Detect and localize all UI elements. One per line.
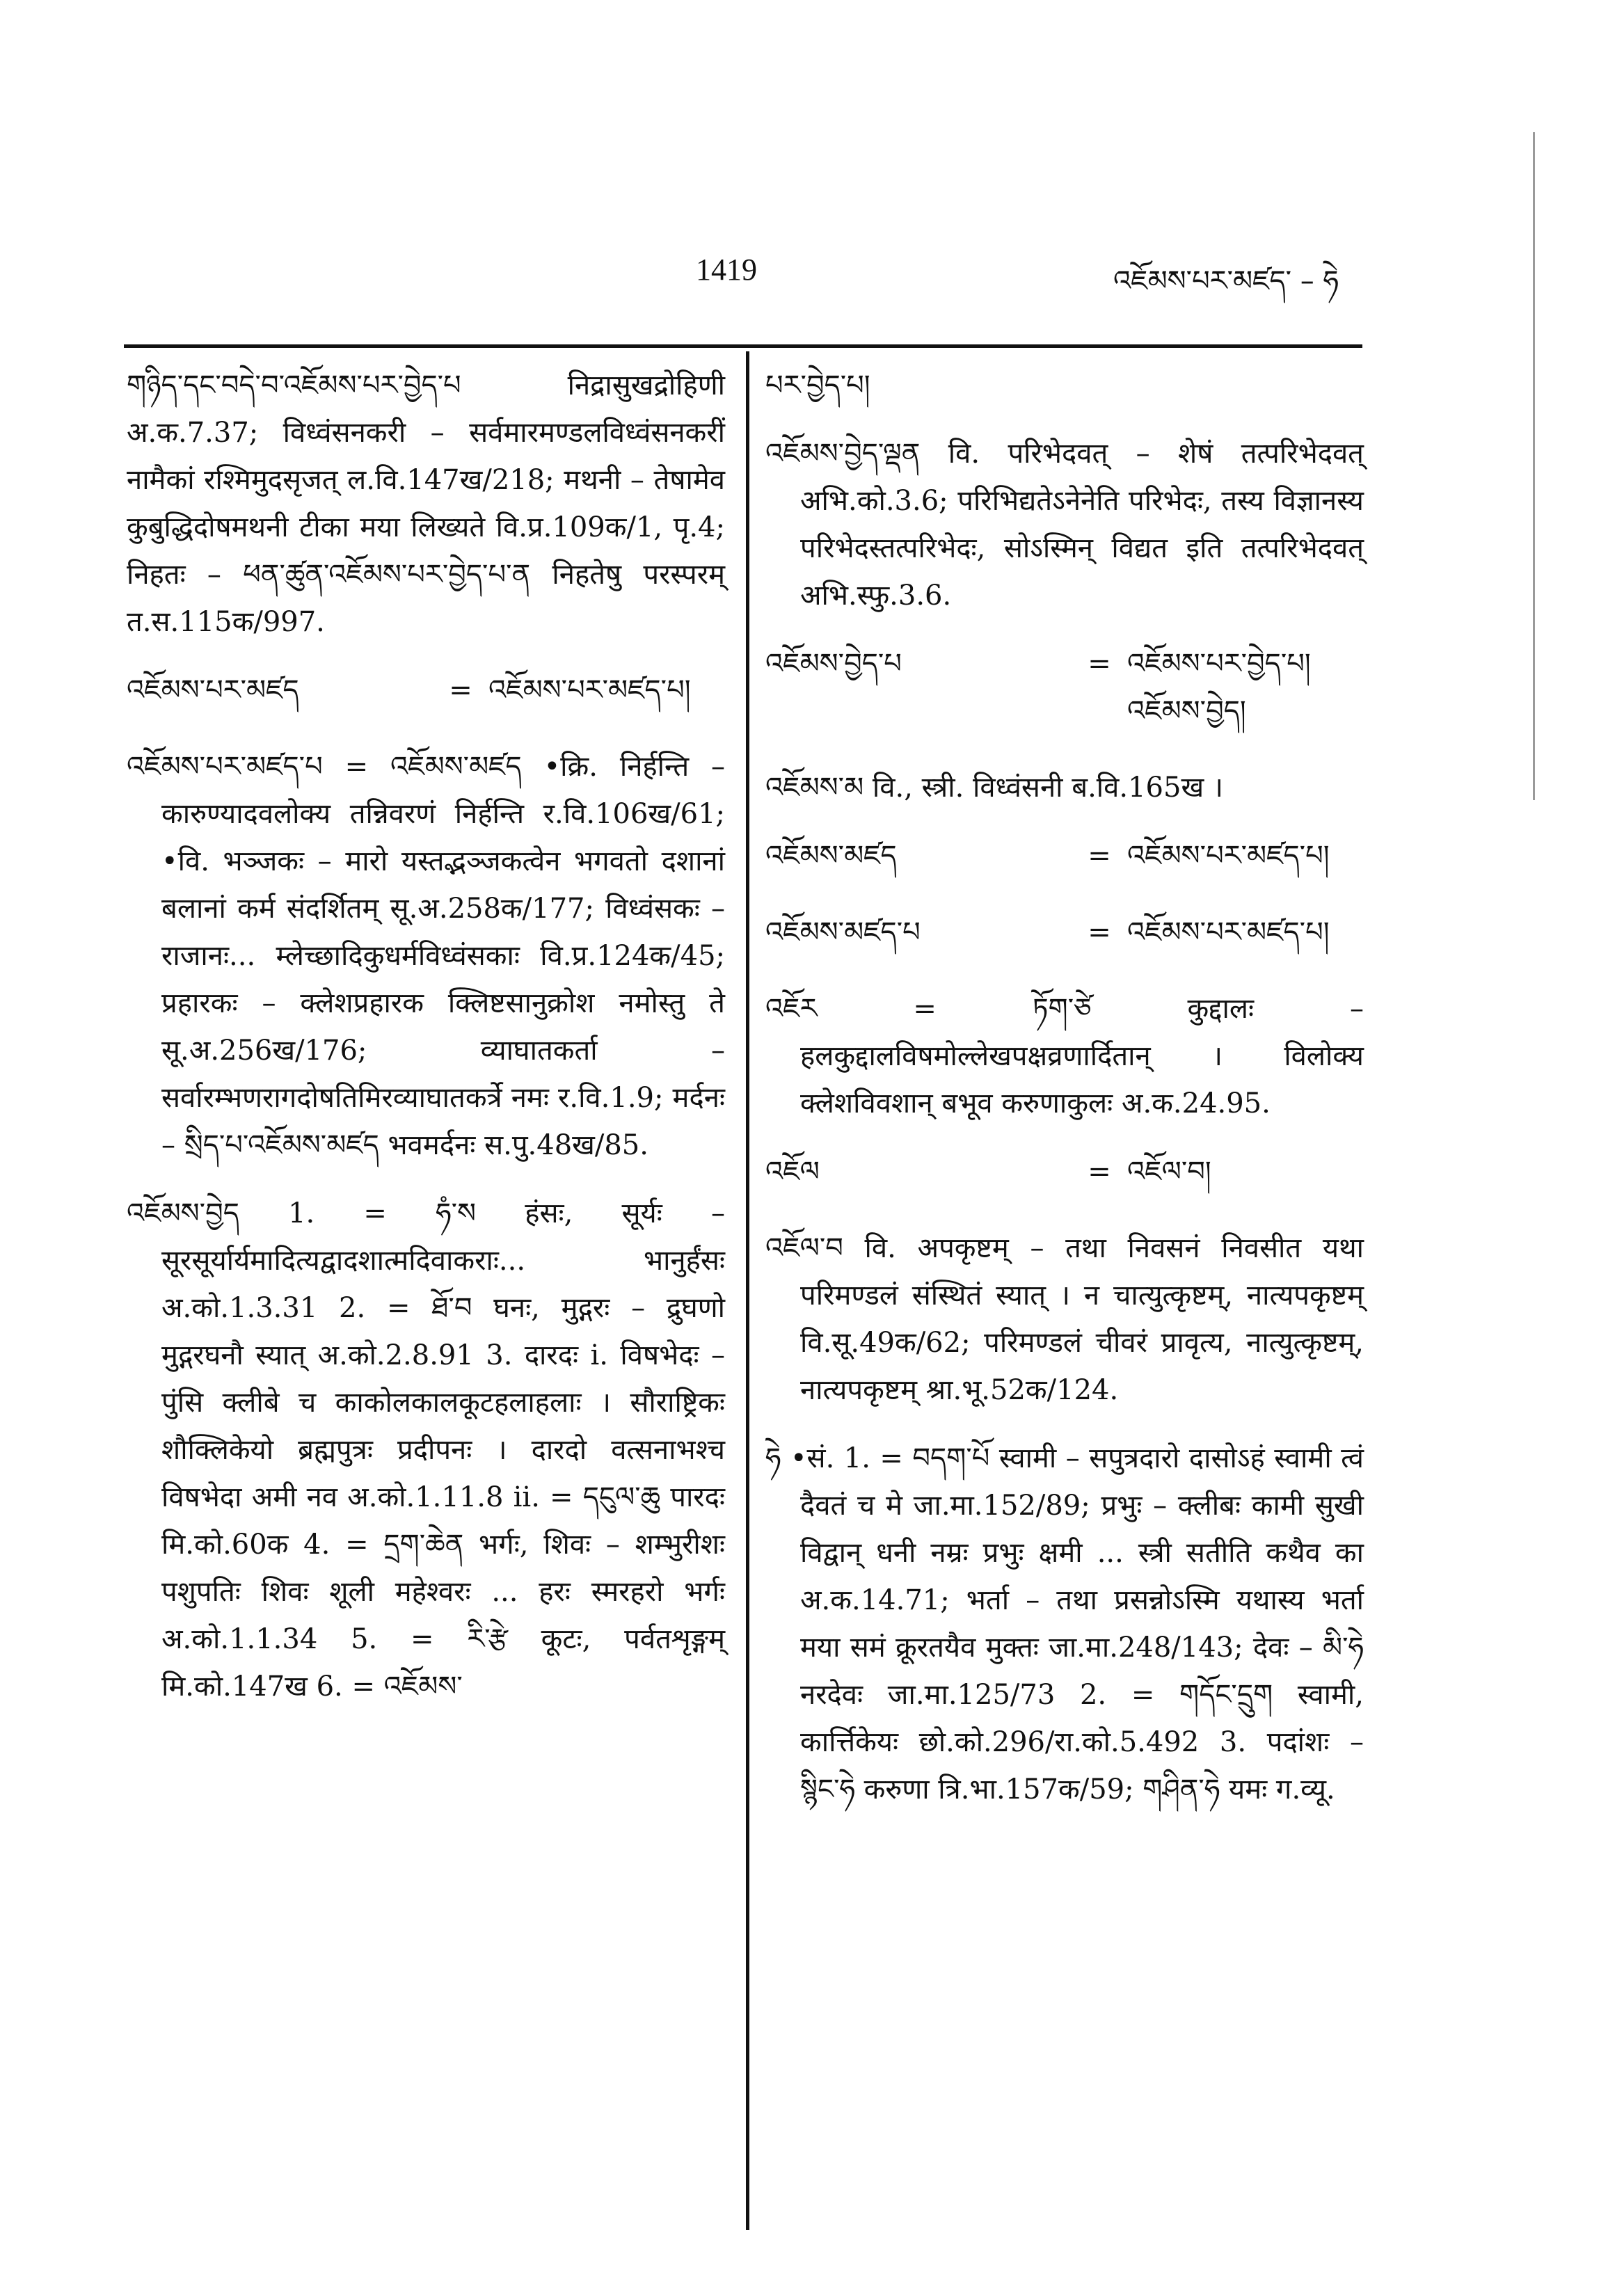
entry-continuation: གཉིད་དང་བདེ་བ་འཇོམས་པར་བྱེད་པ निद्रासुखद्रोहिणी अ.क.7.37; विध्वंसनकरी – सर्वमारमण्डलविध्वंसनकरीं नामैकां रश्मिमुदसृजत् ल.वि.147ख/218; मथनी – तेषामेव कुबुद्धिदोषमथनी टीका मया लिख्यते वि.प्र.109क/1, पृ.4; निहतः – ཕན་ཚུན་འཇོམས་པར་བྱེད་པ་ན निहतेषु परस्परम् त.स.115क/997. (127, 369, 725, 638)
dictionary-entry: ཧེ •सं. 1. = བདག་པོ स्वामी – सपुत्रदारो दासोऽहं स्वामी त्वं दैवतं च मे जा.मा.152/89; प्रभुः – क्लीबः कामी सुखी विद्वान् धनी नम्रः प्रभुः क्षमी ... स्त्री सतीति कथैव का अ.क.14.71; भर्ता – तथा प्रसन्नोऽस्मि यथास्य भर्ता मया समं क्रूरतयैव मुक्तः जा.मा.248/143; देवः – མི་ཧེ नरदेवः जा.मा.125/73 2. = གདོང་དྲུག स्वामी, कार्त्तिकेयः छो.को.296/रा.को.5.492 3. पदांशः – སྙིང་ཧེ करुणा त्रि.भा.157क/59; གཤིན་ཧེ यमः ग.व्यू. (765, 1442, 1364, 1806)
entry-continuation: པར་བྱེད་པ། (765, 369, 870, 401)
equals-sign: = (449, 674, 472, 706)
cross-reference (765, 640, 1364, 735)
dictionary-entry: འཇོམས་བྱེད 1. = ཧཾ་ས हंसः, सूर्यः – सूरसूर्यार्यमादित्यद्वादशात्मदिवाकराः... भानुर्हंसः अ.को.1.3.31 2. = ཐོ་བ घनः, मुद्गरः – द्रुघणो मुद्गरघनौ स्यात् अ.को.2.8.91 3. दारदः i. विषभेदः – पुंसि क्लीबे च काकोलकालकूटहलाहलाः । सौराष्ट्रिकः शौक्लिकेयो ब्रह्मपुत्रः प्रदीपनः । दारदो वत्सनाभश्च विषभेदा अमी नव अ.को.1.11.8 ii. = དངུལ་ཆུ पारदः मि.को.60क 4. = དྲག་ཆེན भर्गः, शिवः – शम्भुरीशः पशुपतिः शिवः शूली महेश्वरः ... हरः स्मरहरो भर्गः अ.को.1.1.34 5. = རི་རྩེ कूटः, पर्वतशृङ्गम् मि.को.147ख 6. = འཇོམས་ (127, 1197, 725, 1703)
reference-target: འཇོམས་པར་མཛད་པ། (1127, 840, 1330, 872)
cross-reference (127, 667, 725, 714)
reference-target: འཇོམས་པར་བྱེད་པ། འཇོམས་བྱེད། (1127, 648, 1311, 727)
header-rule (124, 344, 1362, 348)
margin-mark (1533, 132, 1535, 800)
running-head: འཇོམས་པར་མཛད་ – ཧེ (1113, 265, 1339, 297)
column-rule (746, 351, 749, 2230)
equals-sign: = (1088, 916, 1111, 948)
right-column (765, 362, 1364, 1834)
reference-target: འཇོམས་པར་མཛད་པ། (488, 674, 691, 706)
page-number: 1419 (696, 253, 757, 287)
headword: འཇོམས་མཛད (765, 840, 897, 872)
dictionary-entry: འཇོམས་པར་མཛད་པ = འཇོམས་མཛད •क्रि. निर्हन्ति – कारुण्यादवलोक्य तन्निवरणं निर्हन्ति र.वि.106ख/61; •वि. भञ्जकः – मारो यस्तद्भञ्जकत्वेन भगवतो दशानां बलानां कर्म संदर्शितम् सू.अ.258क/177; विध्वंसकः – राजानः... म्लेच्छादिकुधर्मविध्वंसकाः वि.प्र.124क/45; प्रहारकः – क्लेशप्रहारक क्लिष्टसानुक्रोश नमोस्तु ते सू.अ.256ख/176; व्याघातकर्ता – सर्वारम्भणरागदोषतिमिरव्याघातकर्त्रे नमः र.वि.1.9; मर्दनः – སྲིད་པ་འཇོམས་མཛད भवमर्दनः स.पु.48ख/85. (127, 751, 725, 1161)
cross-reference (765, 909, 1364, 956)
headword: འཇོལ (765, 1156, 820, 1188)
headword: འཇོམས་པར་མཛད (127, 674, 299, 706)
cross-reference (765, 1148, 1364, 1195)
dictionary-entry: འཇོམས་མ वि., स्त्री. विध्वंसनी ब.वि.165ख । (765, 772, 1224, 804)
dictionary-entry: འཇོལ་བ वि. अपकृष्टम् – तथा निवसनं निवसीत यथा परिमण्डलं संस्थितं स्यात् । न चात्युत्कृष्टम्, नात्यपकृष्टम् वि.सू.49क/62; परिमण्डलं चीवरं प्रावृत्य, नात्युत्कृष्टम्, नात्यपकृष्टम् श्रा.भू.52क/124. (765, 1232, 1364, 1406)
dictionary-entry: འཇོམས་བྱེད་ལྡན वि. परिभेदवत् – शेषं तत्परिभेदवत् अभि.को.3.6; परिभिद्यतेऽनेनेति परिभेदः, तस्य विज्ञानस्य परिभेदस्तत्परिभेदः, सोऽस्मिन् विद्यत इति तत्परिभेदवत् अभि.स्फु.3.6. (765, 438, 1364, 612)
reference-target: འཇོལ་བ། (1127, 1156, 1211, 1188)
headword: འཇོམས་མཛད་པ (765, 916, 921, 948)
equals-sign: = (1088, 840, 1111, 872)
equals-sign: = (1088, 1156, 1111, 1188)
headword: འཇོམས་བྱེད་པ (765, 648, 902, 680)
equals-sign: = (1088, 648, 1111, 680)
dictionary-entry: འཇོར = ཏོག་ཙེ कुद्दालः – हलकुद्दालविषमोल्लेखपक्षव्रणार्दितान् । विलोक्य क्लेशविवशान् बभूव करुणाकुलः अ.क.24.95. (765, 993, 1364, 1119)
left-column (127, 362, 725, 1731)
reference-target: འཇོམས་པར་མཛད་པ། (1127, 916, 1330, 948)
cross-reference (765, 832, 1364, 879)
